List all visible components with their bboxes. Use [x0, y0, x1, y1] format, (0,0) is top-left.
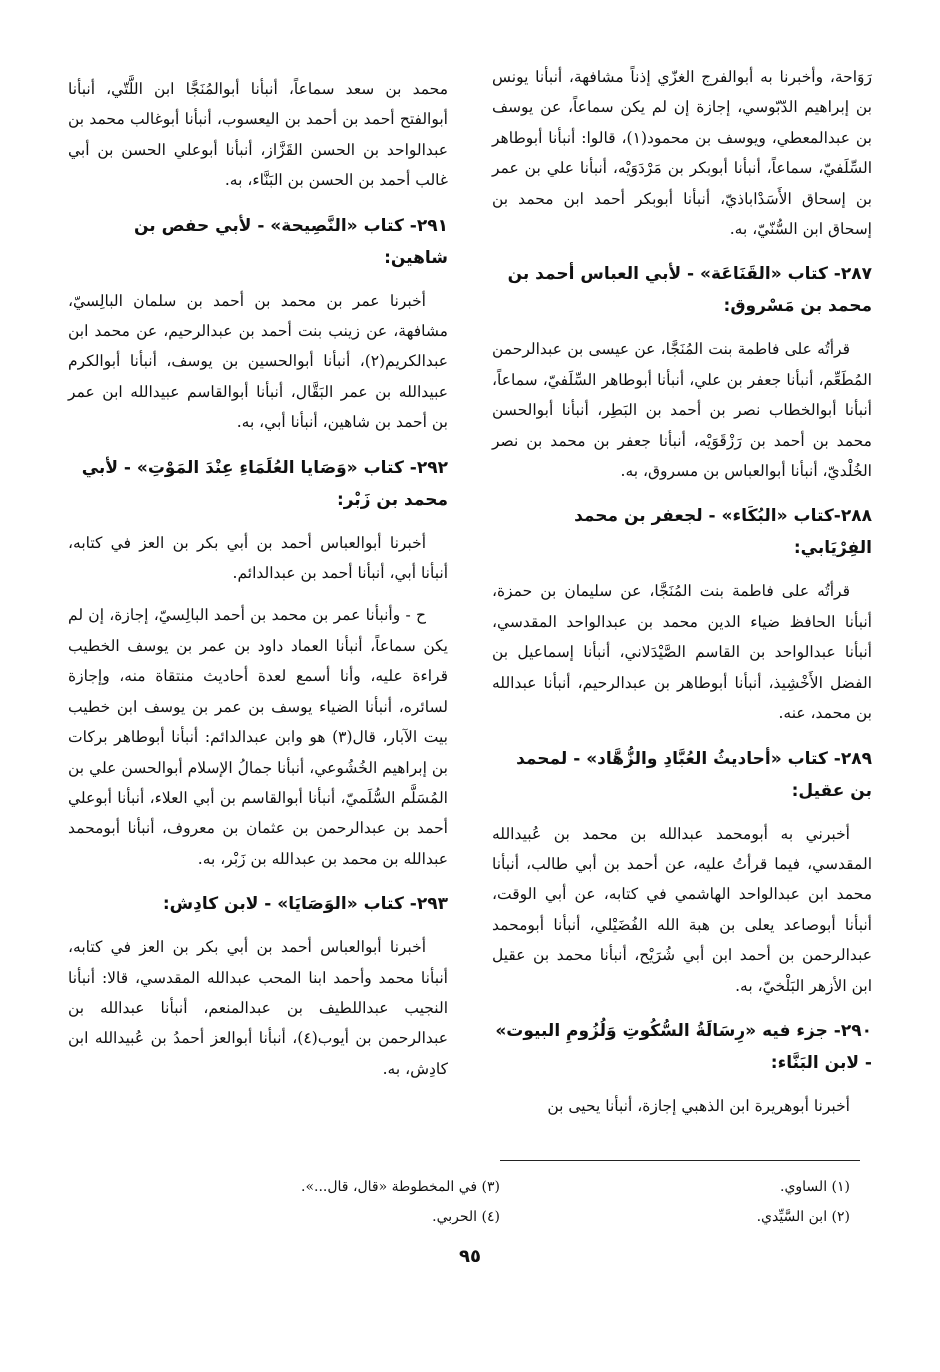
section-heading-289: ٢٨٩- كتاب «أحاديثُ العُبَّادِ والزُّهَّاد» - لمحمد بن عقيل: — [516, 748, 872, 801]
section-heading-287: ٢٨٧- كتاب «القَنَاعَة» - لأبي العباس أحمد بن محمد بن مَسْروق: — [507, 264, 872, 317]
footnotes-left — [300, 1172, 500, 1232]
paragraph: أخبرني به أبومحمد عبدالله بن محمد بن عُبيدالله المقدسي، فيما قرأتُ عليه، عن أحمد بن أبي طالب، أنبأنا محمد ابن عبدالواحد الهاشمي في كتابه، عن أبي الوقت، أنبأنا أبوصاعد يعلى بن هبة الله الفُضَيْلي، أنبأنا أبومحمد عبدالرحمن بن أحمد ابن أبي شُرَيْح، أنبأنا محمد بن عقيل ابن الأزهر البَلْخيّ، به. — [492, 824, 872, 995]
footnotes-right — [520, 1172, 850, 1232]
section-heading-288: ٢٨٨-كتاب «البُكَاء» - لجعفر بن محمد الفِرْيَابي: — [574, 506, 872, 559]
left-column — [68, 74, 448, 1084]
paragraph: أخبرنا عمر بن محمد بن أحمد بن سلمان البالِسيّ، مشافهة، عن زينب بنت أحمد بن عبدالرحيم، عن محمد ابن عبدالكريم(٢)، أنبأنا أبوالحسين بن يوسف، أنبأنا أبوالكرم عبيدالله بن عمر البَقَّال، أنبأنا أبوالقاسم عبيدالله ابن عمر بن أحمد بن شاهين، أنبأنا أبي، به. — [68, 291, 448, 432]
paragraph: ح - وأنبأنا عمر بن محمد بن أحمد البالِسيّ، إجازة، إن لم يكن سماعاً، أنبأنا العماد داود بن عمر بن يوسف الخطيب قراءة عليه، وأنا أسمع لعدة أحاديث منتقاة منه، وإجازة لسائره، أنبأنا الضياء يوسف بن عمر بن يوسف ابن خطيب بيت الآبار، قال(٣) هو وابن عبدالدائم: أنبأنا أبوطاهر بركات بن إبراهيم الخُشُوعي، أنبأنا جمالُ الإسلام أبوالحسن علي بن المُسَلَّم السُّلَميّ، أنبأنا أبوالقاسم بن أبي العلاء، أنبأنا أبوعلي أحمد بن عبدالرحمن بن عثمان بن معروف، أنبأنا أبومحمد عبدالله بن محمد بن عبدالله بن زَبْر، به. — [68, 606, 448, 868]
paragraph: أخبرنا أبوالعباس أحمد بن أبي بكر بن العز في كتابه، أنبأنا أبي، أنبأنا أحمد بن عبدالدائم. — [68, 533, 448, 583]
section-heading-291: ٢٩١- كتاب «النَّصِيحة» - لأبي حفص بن شاهين: — [133, 215, 448, 268]
paragraph: أخبرنا أبوالعباس أحمد بن أبي بكر بن العز في كتابه، أنبأنا محمد وأحمد ابنا المحب عبدالله المقدسي، قالا: أنبأنا النجيب عبداللطيف بن عبدالمنعم، أنبأنا عبدالله بن عبدالرحمن بن أيوب(٤)، أنبأنا أبوالعز أحمدُ بن عُبيدالله ابن كادِش، به. — [68, 938, 448, 1078]
section-heading-290: ٢٩٠- جزء فيه «رِسَالَةُ السُّكُوتِ وَلُزُومِ البيوت» - لابن البَنَّاء: — [495, 1020, 872, 1073]
section-heading-292: ٢٩٢- كتاب «وَصَايا العُلَمَاءِ عِنْدَ المَوْتِ» - لأبي محمد بن زَبْر: — [81, 457, 448, 510]
footnote-2: (٢) ابن السَّيِّدي. — [756, 1209, 850, 1225]
footnote-4: (٤) الحربي. — [432, 1209, 500, 1225]
right-column — [492, 62, 872, 1121]
paragraph: قرأتُه على فاطمة بنت المُنَجَّا، عن سليمان بن حمزة، أنبأنا الحافظ ضياء الدين محمد بن عبدالواحد المقدسي، أنبأنا عبدالواحد بن القاسم الصَّيْدَلاني، أنبأنا إسماعيل بن الفضل الأَخْشِيذ، أنبأنا أبوطاهر بن عبدالرحيم، أنبأنا عبدالله بن محمد، عنه. — [492, 582, 872, 723]
footnote-divider — [500, 1160, 860, 1161]
paragraph: أخبرنا أبوهريرة ابن الذهبي إجازة، أنبأنا يحيى بن — [547, 1096, 850, 1115]
footnote-1: (١) الساوي. — [780, 1179, 850, 1195]
paragraph: رَوَاحة، وأخبرنا به أبوالفرج الغزّي إذناً مشافهة، أنبأنا يونس بن إبراهيم الدّبّوسي، إجازة إن لم يكن سماعاً، عن يوسف بن عبدالمعطي، ويوسف بن محمود(١)، قالوا: أنبأنا أبوطاهر السِّلَفيّ، سماعاً، أنبأنا أبوبكر بن مَرْدَوَيْه، أنبأنا علي بن عمر بن إسحاق الأَسَدْاباذيّ، أنبأنا أبوبكر أحمد ابن محمد بن إسحاق ابن السُّنّيّ، به. — [492, 68, 872, 239]
section-heading-293: ٢٩٣- كتاب «الوَصَايَا» - لابن كادِش: — [162, 894, 448, 915]
page-number: ٩٥ — [459, 1246, 481, 1267]
paragraph: قرأتُه على فاطمة بنت المُنَجَّا، عن عيسى بن عبدالرحمن المُطَعِّم، أنبأنا جعفر بن علي، أنبأنا أبوطاهر السِّلَفيّ، سماعاً، أنبأنا أبوالخطاب نصر بن أحمد بن البَطِر، أنبأنا أبوالحسن محمد بن أحمد بن رَزْقَوَيْه، أنبأنا جعفر بن محمد بن نصر الخُلْديّ، أنبأنا أبوالعباس بن مسروق، به. — [492, 340, 872, 481]
footnote-3: (٣) في المخطوطة «قال، قال...». — [301, 1179, 500, 1195]
paragraph: محمد بن سعد سماعاً، أنبأنا أبوالمُنَجَّا ابن اللَّتّي، أنبأنا أبوالفتح أحمد بن أحمد بن اليعسوب، أنبأنا أبوغالب محمد بن عبدالواحد بن الحسن القَزَّاز، أنبأنا أبوعلي الحسن بن أبي غالب أحمد بن الحسن بن البَنَّاء، به. — [68, 80, 448, 190]
